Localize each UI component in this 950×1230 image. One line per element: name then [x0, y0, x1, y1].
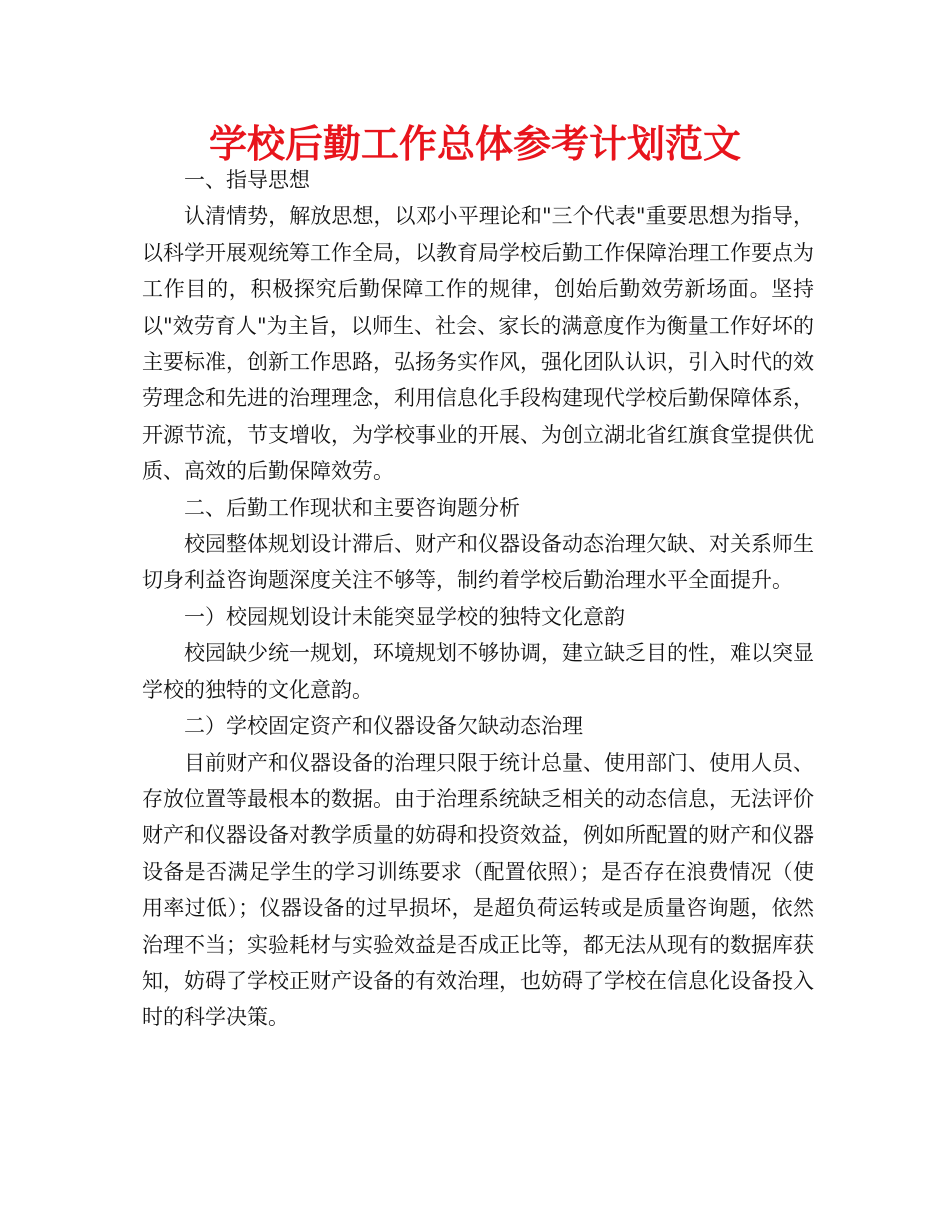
subheading-asset-management: 二）学校固定资产和仪器设备欠缺动态治理	[184, 714, 583, 739]
section-heading-current-status: 二、后勤工作现状和主要咨询题分析	[184, 495, 520, 520]
subheading-campus-planning: 一）校园规划设计未能突显学校的独特文化意韵	[184, 604, 625, 629]
document-title: 学校后勤工作总体参考计划范文	[208, 122, 741, 166]
paragraph-guiding-ideology: 认清情势，解放思想，以邓小平理论和"三个代表"重要思想为指导，以科学开展观统筹工作全局，以教育局学校后勤工作保障治理工作要点为工作目的，积极探究后勤保障工作的规律，创始后勤效劳新场面。坚持以"效劳育人"为主旨，以师生、社会、家长的满意度作为衡量工作好坏的主要标准，创新工作思路，弘扬务实作风，强化团队认识，引入时代的效劳理念和先进的治理理念，利用信息化手段构建现代学校后勤保障体系，开源节流，节支增收，为学校事业的开展、为创立湖北省红旗食堂提供优质、高效的后勤保障效劳。	[142, 204, 814, 484]
document-body	[142, 162, 814, 1036]
section-heading-guiding-ideology: 一、指导思想	[184, 168, 310, 192]
paragraph-campus-planning: 校园缺少统一规划，环境规划不够协调，建立缺乏目的性，难以突显学校的独特的文化意韵。	[142, 641, 814, 702]
paragraph-current-status: 校园整体规划设计滞后、财产和仪器设备动态治理欠缺、对关系师生切身利益咨询题深度关注不够等，制约着学校后勤治理水平全面提升。	[142, 532, 814, 593]
paragraph-asset-management: 目前财产和仪器设备的治理只限于统计总量、使用部门、使用人员、存放位置等最根本的数据。由于治理系统缺乏相关的动态信息，无法评价财产和仪器设备对教学质量的妨碍和投资效益，例如所配置的财产和仪器设备是否满足学生的学习训练要求（配置依照）；是否存在浪费情况（使用率过低）；仪器设备的过早损坏，是超负荷运转或是质量咨询题，依然治理不当；实验耗材与实验效益是否成正比等，都无法从现有的数据库获知，妨碍了学校正财产设备的有效治理，也妨碍了学校在信息化设备投入时的科学决策。	[142, 750, 814, 1030]
